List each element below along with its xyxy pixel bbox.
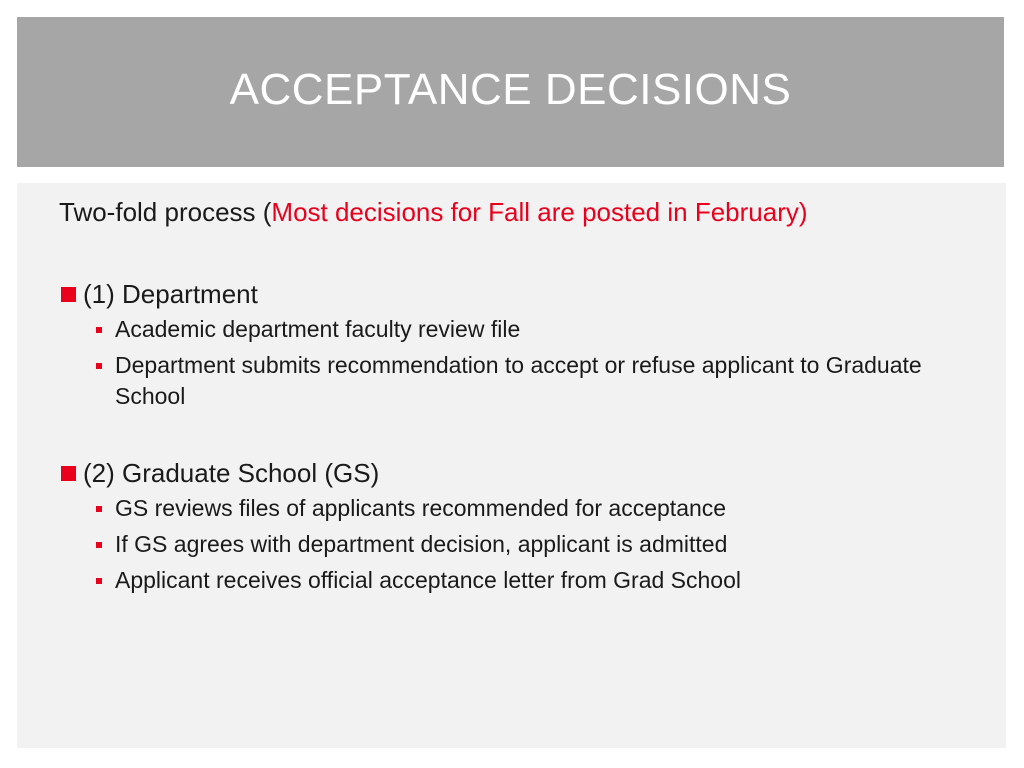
small-bullet-icon <box>96 506 102 512</box>
intro-line <box>59 197 808 228</box>
section-department <box>61 277 975 417</box>
list-item-text: Academic department faculty review file <box>115 316 521 342</box>
section-heading-text: (2) Graduate School (GS) <box>83 457 380 488</box>
sub-list <box>61 493 975 596</box>
list-item <box>61 314 975 345</box>
small-bullet-icon <box>96 578 102 584</box>
title-bar <box>17 17 1004 167</box>
slide-title: ACCEPTANCE DECISIONS <box>229 65 792 114</box>
list-item <box>61 565 975 596</box>
list-item-text: Applicant receives official acceptance letter from Grad School <box>115 567 741 593</box>
intro-highlight: Most decisions for Fall are posted in February <box>271 197 799 227</box>
list-item <box>61 529 975 560</box>
square-bullet-icon <box>61 466 76 481</box>
square-bullet-icon <box>61 287 76 302</box>
section-heading <box>61 456 975 490</box>
list-item-text: Department submits recommendation to accept or refuse applicant to Graduate School <box>115 352 922 409</box>
sub-list <box>61 314 975 412</box>
small-bullet-icon <box>96 363 102 369</box>
content-box <box>17 183 1006 748</box>
small-bullet-icon <box>96 542 102 548</box>
small-bullet-icon <box>96 327 102 333</box>
list-item-text: GS reviews files of applicants recommended for acceptance <box>115 495 727 521</box>
list-item-text: If GS agrees with department decision, applicant is admitted <box>115 531 728 557</box>
section-heading <box>61 277 975 311</box>
intro-lead: Two-fold process ( <box>59 197 272 227</box>
intro-tail: ) <box>798 197 808 227</box>
list-item <box>61 350 975 412</box>
list-item <box>61 493 975 524</box>
section-graduate-school <box>61 456 975 601</box>
section-heading-text: (1) Department <box>83 278 258 309</box>
